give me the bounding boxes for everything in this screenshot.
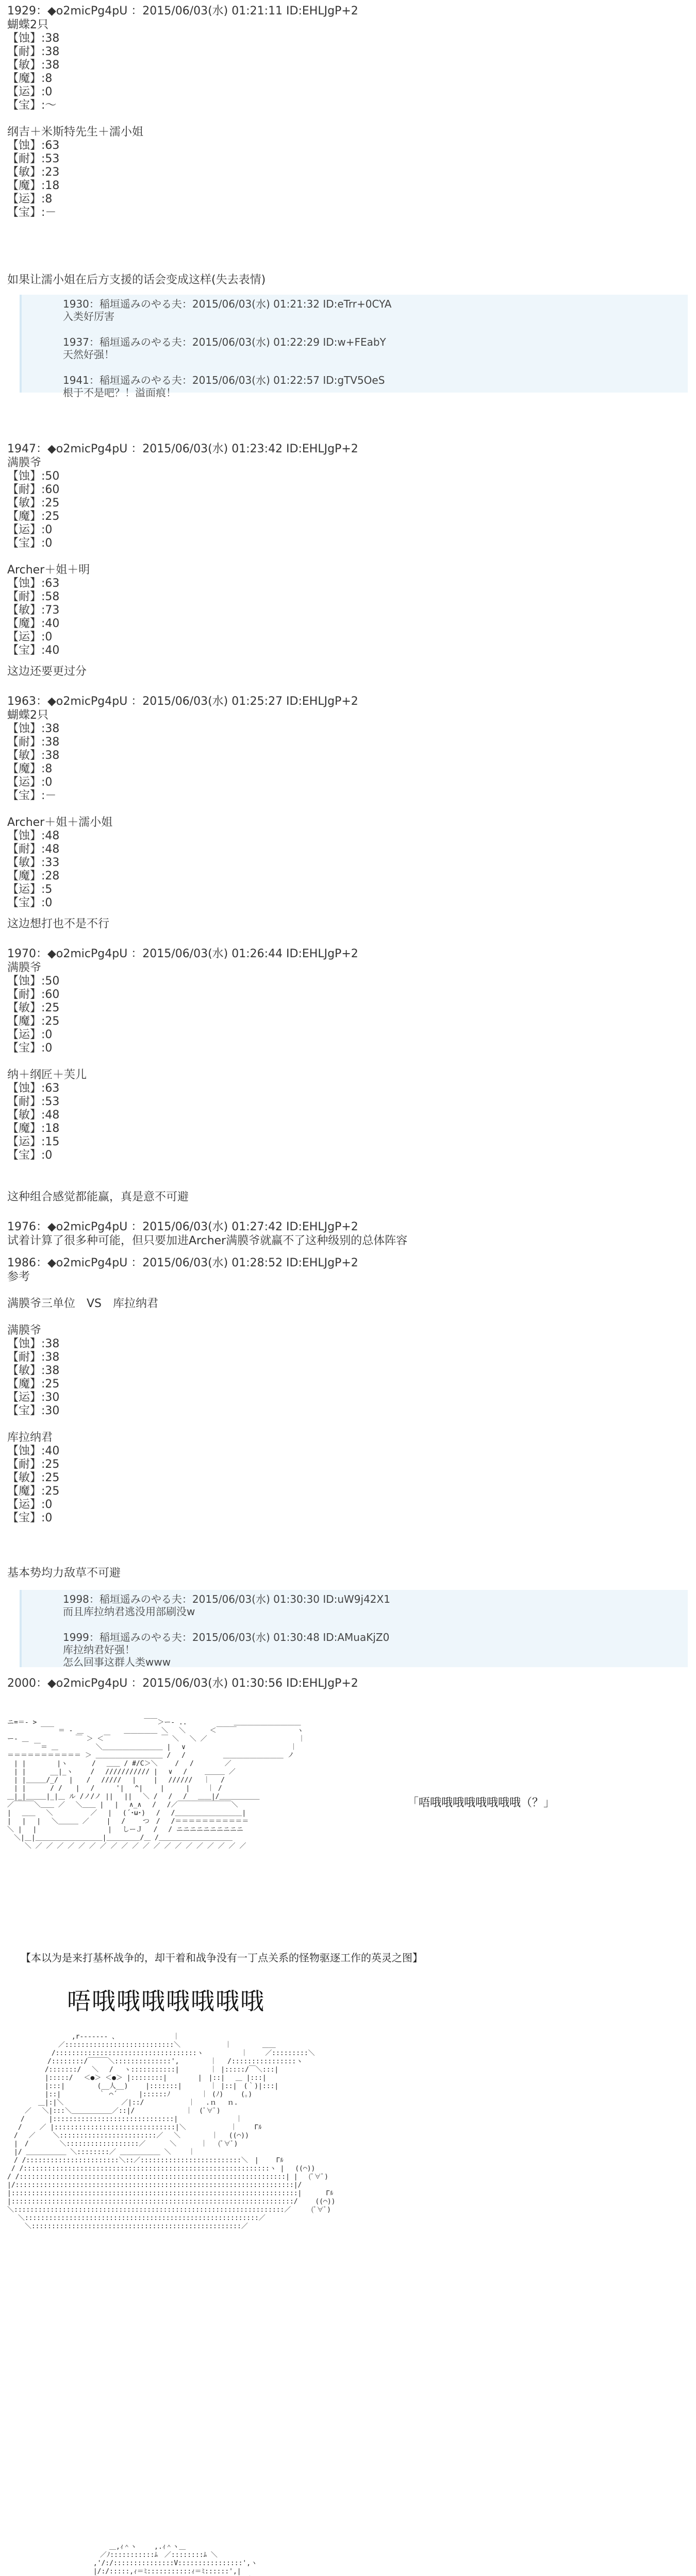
post-line: 【蚀】:38 (7, 722, 60, 735)
post-line: 【蚀】:63 (7, 139, 60, 152)
post-line: 纳＋纲匠＋芙儿 (7, 1069, 87, 1081)
post-line: 【宝】:0 (7, 1149, 53, 1162)
post-1929 (7, 4, 688, 219)
big-scream: 唔哦哦哦哦哦哦哦 (67, 1987, 265, 2015)
post-line: 【运】:5 (7, 883, 53, 896)
quoted-header: 1998：稲垣遥みのやる夫：2015/06/03(水) 01:30:30 ID:uW9j42X1 (63, 1593, 390, 1605)
post-line: 【敏】:38 (7, 749, 60, 762)
post-line: 【魔】:28 (7, 870, 60, 883)
quoted-header: 1930：稲垣遥みのやる夫：2015/06/03(水) 01:21:32 ID:eTrr+0CYA (63, 298, 392, 310)
post-line: 【敏】:48 (7, 1109, 60, 1122)
post-line: 【魔】:25 (7, 1015, 60, 1028)
post-line: 【运】:0 (7, 523, 53, 536)
post-line: 【魔】:8 (7, 762, 53, 775)
post-line: 【运】:8 (7, 193, 53, 206)
post-1947 (7, 442, 688, 657)
post-line: 【敏】:38 (7, 1364, 60, 1377)
post-line (7, 550, 688, 564)
post-header: 1986：◆o2micPg4pU ：2015/06/03(水) 01:28:52 ID:EHLJgP+2 (7, 1257, 358, 1269)
post-line: 【耐】:60 (7, 483, 60, 496)
quoted-text: 天然好强！ (63, 348, 114, 361)
post-line: 【魔】:18 (7, 179, 60, 192)
post-header: 1929：◆o2micPg4pU ：2015/06/03(水) 01:21:11 ID:EHLJgP+2 (7, 5, 358, 18)
post-line: 【魔】:25 (7, 1485, 60, 1498)
post-line: 【蚀】:38 (7, 32, 60, 45)
post-line: Archer＋姐＋濡小姐 (7, 816, 113, 829)
quote-block-2 (20, 1590, 688, 1667)
post-body (7, 456, 688, 657)
quote-block-1 (20, 295, 688, 399)
post-line: 【宝】:－ (7, 206, 57, 219)
post-line: 【耐】:60 (7, 988, 60, 1001)
quoted-header: 1937：稲垣遥みのやる夫：2015/06/03(水) 01:22:29 ID:w+FEabY (63, 336, 386, 348)
quoted-header: 1999：稲垣遥みのやる夫：2015/06/03(水) 01:30:48 ID:AMuaKjZ0 (63, 1631, 390, 1643)
post-line: 【耐】:53 (7, 152, 60, 165)
note-combo: 这种组合感觉都能赢，真是意不可避 (7, 1191, 189, 1204)
post-line: 【宝】:0 (7, 1512, 53, 1524)
image-caption: 【本以为是来打基杯战争的，却干着和战争没有一丁点关系的怪物驱逐工作的英灵之图】 (21, 1952, 423, 1964)
post-line: 【宝】:～ (7, 99, 57, 112)
note-support: 如果让濡小姐在后方支援的话会变成这样(失去表情) (7, 274, 266, 286)
post-1986 (7, 1256, 688, 1525)
note-worse: 这边还要更过分 (7, 665, 87, 678)
post-line: 蝴蝶2只 (7, 709, 48, 722)
ascii-art-panel-1: ニ=＝- > ￣￣＞ー- .. ＿＿＿＿＿＿＿＿＿＿ ￣￣ ＝ - ＿ ＿＿＿＿＿ ＼ ＼ ＜￣￣￣ ヽ ー- ＿ ￣ ＞ ＜￣ ￣ ＼ ＼ ／ ｜ ￣＝ ＿ ＼＿＿＿＿＿＿＿＿＿ | ∨ ｜ ＝＝＝＝＝＝＝＝＝＝＝ ＞ ＿＿＿＿＿＿＿＿＿＿ / / ＿＿＿＿＿＿＿＿＿ ノ | | |ヽ / ＿＿ / #/C＞＼ / / ／ | | __|_ヽ / /////////// | ∨ / ＿＿＿ ／ | |＿＿＿/_/ | / ///// | | ////// ｜ / | | / / | / '| ^| | | ｜ / ＿|_|＿＿＿|_|＿ ル /ノ/ノ || || ＼ / / / ＿＿|/＿＿＿＿＿＿ ／￣￣￣＼＿＿ ／ ＼＿＿ | | ∧_∧ / /／￣￣￣￣￣￣￣￣＼ | ＿＿ ＼ ／ | (´･ω･) / /＿＿＿＿＿＿＿＿＿＿| | | | ＼＿＿＿ ／ | / つ / /＝＝＝＝＝＝＝＝＝＝＝ ＼ | | | しーＪ / / ニニニニニニニニニニ ＼|＿|＿＿＿＿＿＿＿＿＿＿|＿＿＿＿＿/＿ /＿＿＿＿＿＿＿＿＿＿＿ ＼ ／ ／ ／ ／ ／ ／ ／ ／ ／ ／ ／ ／ ／ ／ ／ ／ ／ ／ ／ ／ (7, 1719, 305, 1850)
post-line: 【敏】:25 (7, 497, 60, 510)
post-line: 【运】:0 (7, 776, 53, 789)
post-body (7, 961, 688, 1162)
post-line: 【宝】:0 (7, 537, 53, 550)
post-1970 (7, 947, 688, 1162)
post-header: 1970：◆o2micPg4pU ：2015/06/03(水) 01:26:44 ID:EHLJgP+2 (7, 947, 358, 960)
post-line: 【敏】:23 (7, 166, 60, 179)
post-line: 【魔】:25 (7, 1378, 60, 1391)
post-line: 【蚀】:50 (7, 470, 60, 483)
quoted-post (63, 298, 688, 323)
post-2000 (7, 1676, 688, 1691)
post-body (7, 1270, 688, 1525)
post-line: 【蚀】:50 (7, 975, 60, 988)
quoted-post (63, 1593, 688, 1618)
post-line: 【敏】:38 (7, 59, 60, 72)
post-body (7, 19, 688, 219)
quoted-post (63, 374, 688, 399)
post-line: 【魔】:40 (7, 617, 60, 630)
post-line: 【耐】:48 (7, 843, 60, 856)
post-line: 【运】:0 (7, 1028, 53, 1041)
quoted-post (63, 336, 688, 361)
post-line: 纲吉＋米斯特先生＋濡小姐 (7, 126, 144, 139)
scream-callout: 「唔哦哦哦哦哦哦哦哦（？」 (407, 1797, 555, 1809)
note-possible: 这边想打也不是不行 (7, 918, 110, 930)
post-line: 【宝】:30 (7, 1404, 60, 1417)
post-line (7, 803, 688, 816)
post-line: 【蚀】:38 (7, 1337, 60, 1350)
post-line (7, 1055, 688, 1069)
post-line: 【魔】:8 (7, 72, 53, 85)
quoted-post (63, 1631, 688, 1668)
note-even: 基本势均力敌草不可避 (7, 1567, 121, 1580)
quoted-text: 而且库拉纳君逃没用部刷没w (63, 1605, 195, 1618)
post-line: 【敏】:25 (7, 1002, 60, 1014)
post-body (7, 709, 688, 910)
post-line: 【耐】:38 (7, 45, 60, 58)
post-header: 1947：◆o2micPg4pU ：2015/06/03(水) 01:23:42 ID:EHLJgP+2 (7, 443, 358, 455)
post-line: 【运】:0 (7, 631, 53, 643)
ascii-art-panel-3: ＿,ｨ＾ヽ ,.ｨ＾ヽ＿ ／ﾉ:::::::::::ﾑ ／::::::::ﾑ ＼ ,'/:/:::::::::::::::V::::::::::::::::',ヽ |/:/:::::,ｨ＝ﾐ:::::::::::ｨ＝ﾐ::::::',| (93, 2543, 258, 2575)
post-line: 【运】:0 (7, 86, 53, 98)
post-line: 【耐】:38 (7, 1351, 60, 1364)
post-line: 满膜爷 (7, 961, 42, 974)
post-line: 【运】:0 (7, 1498, 53, 1511)
post-line: 【蚀】:63 (7, 577, 60, 590)
post-line: 【宝】:－ (7, 789, 57, 802)
post-line: Archer＋姐＋明 (7, 564, 90, 577)
post-line: 试着计算了很多种可能，但只要加进Archer满膜爷就赢不了这种级别的总体阵容 (7, 1234, 408, 1247)
post-line: 【蚀】:63 (7, 1082, 60, 1095)
post-line: 【宝】:40 (7, 644, 60, 657)
ascii-art-panel-2: ,r‐‐‐‐‐‐‐ 、 ｜ ／:::::::::::::::::::::::::::＼ ｜ ＿＿ /:::::::::::::::::::::::::::::::::::ヽ ｜ ／:::::::::＼ /::::::::/￣￣￣＼::::::::::::::', ｜ /::::::::::::::::ヽ /:::::::/ ＼ / ヽ:::::::::::| ｜ |:::::/￣＼:::| |:::::/ ＜●＞ ＜●＞ |::::::::| | |::| ＿ |:::| |:::| (__人__) |:::::::| ｜ |::| (｀)|:::| |::| ｀ ⌒´ |::::::ﾉ ｜ (ﾉ) (｡) ＿|:|＼ ／|::/ ｜ .ｎ ｎ. ／ ＼|:::＼＿＿＿＿＿＿／::|/ ｜ (ﾟ∀ﾟ) / |::::::::::::::::::::::::::::::| ｜ / ／ |::::::::::::::::::::::::::::::|＼ ｜ Γﾙ / ／ ＼::::::::::::::::::::::::／ ＼ ｜ ((⌒)) | / ＼::::::::::::::::::／ ＼ ｜ (ﾟ∀ﾟ) |/ ＿＿＿＿＿＿ ＼::::::::／ ＿＿＿＿＿＿ ＼ ｜ / /:::::::::::::::::::::::＼::／:::::::::::::::::::::::::＼ | Γﾙ / /:::::::::::::::::::::::::::::::::::::::::::::::::::::::::::::ヽ | ((⌒)) / /::::::::::::::::::::::::::::::::::::::::::::::::::::::::::::::::::| | (ﾟ∀ﾟ) |/:::::::::::::::::::::::::::::::::::::::::::::::::::::::::::::::::::::|/ |:::::::::::::::::::::::::::::::::::::::::::::::::::::::::::::::::::::::| Γﾙ |::::::::::::::::::::::::::::::::::::::::::::::::::::::::::::::::::::::/ ((⌒)) ＼:::::::::::::::::::::::::::::::::::::::::::::::::::::::::::::::::::／ (ﾟ∀ﾟ) ＼::::::::::::::::::::::::::::::::::::::::::::::::::::::::::／ ＼::::::::::::::::::::::::::::::::::::::::::::::::::::／ (7, 2033, 336, 2230)
post-line: 【敏】:25 (7, 1471, 60, 1484)
post-1976 (7, 1220, 688, 1248)
post-line: 库拉纳君 (7, 1431, 53, 1444)
quoted-text: 入类好厉害 (63, 310, 114, 323)
post-line (7, 1284, 688, 1297)
post-line: 【耐】:38 (7, 736, 60, 749)
quoted-text: 库拉纳君好强！ 怎么回事这群人类www (63, 1643, 171, 1668)
post-line: 【宝】:0 (7, 1042, 53, 1055)
quoted-text: 根于不是吧？！溢面痕！ (63, 386, 176, 399)
post-line: 【运】:30 (7, 1391, 60, 1404)
post-line: 【魔】:25 (7, 510, 60, 523)
post-header: 2000：◆o2micPg4pU ：2015/06/03(水) 01:30:56 ID:EHLJgP+2 (7, 1677, 358, 1690)
post-line (7, 1418, 688, 1431)
post-line: 满膜爷 (7, 456, 42, 469)
post-line (7, 1311, 688, 1324)
post-header: 1963：◆o2micPg4pU ：2015/06/03(水) 01:25:27 ID:EHLJgP+2 (7, 695, 358, 708)
post-line: 参考 (7, 1270, 30, 1283)
post-line: 蝴蝶2只 (7, 19, 48, 31)
post-line: 【魔】:18 (7, 1122, 60, 1135)
post-1963 (7, 694, 688, 910)
post-line (7, 112, 688, 126)
post-line: 【运】:15 (7, 1136, 60, 1148)
post-line: 【宝】:0 (7, 896, 53, 909)
post-line: 【耐】:53 (7, 1095, 60, 1108)
post-line: 【敏】:73 (7, 604, 60, 617)
post-line: 【耐】:25 (7, 1458, 60, 1471)
post-line: 【蚀】:40 (7, 1445, 60, 1458)
post-header: 1976：◆o2micPg4pU ：2015/06/03(水) 01:27:42 ID:EHLJgP+2 (7, 1221, 358, 1233)
post-line: 【蚀】:48 (7, 829, 60, 842)
post-line: 【敏】:33 (7, 856, 60, 869)
quoted-header: 1941：稲垣遥みのやる夫：2015/06/03(水) 01:22:57 ID:gTV5OeS (63, 374, 385, 386)
post-line: 满膜爷 (7, 1324, 42, 1337)
post-line: 【耐】:58 (7, 590, 60, 603)
post-line: 满膜爷三单位 VS 库拉纳君 (7, 1297, 159, 1310)
